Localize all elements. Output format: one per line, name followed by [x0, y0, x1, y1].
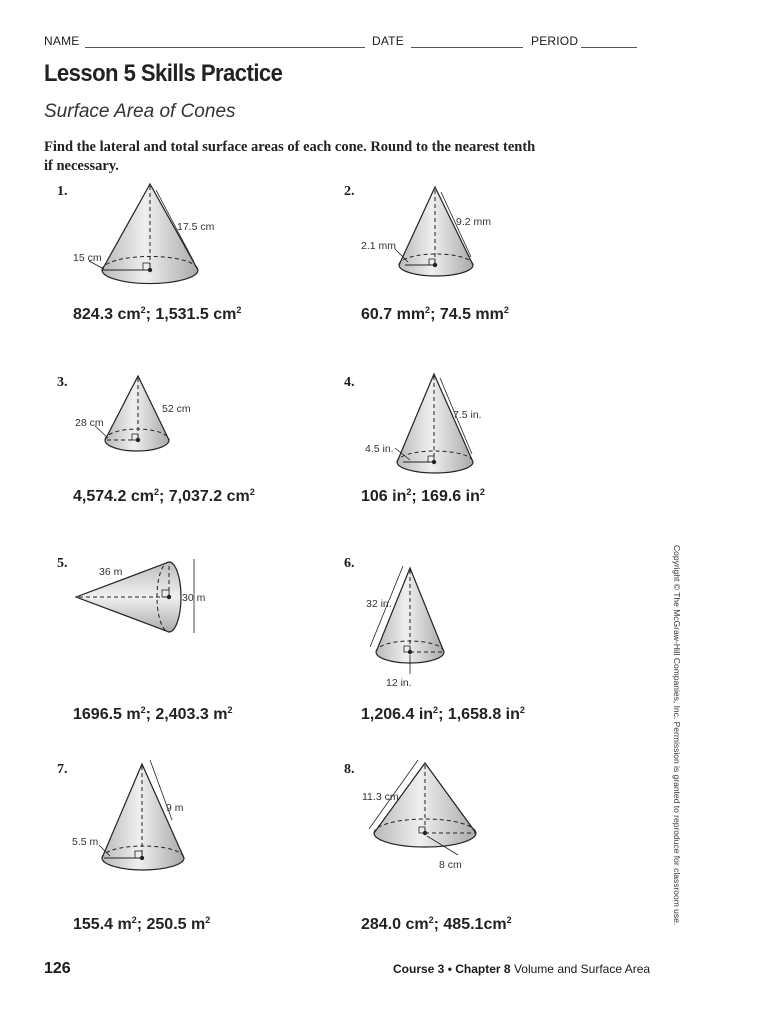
radius-label: 28 cm — [75, 417, 104, 429]
answer-6: 1,206.4 $in^2$; 1,658.8 $in^2$ — [361, 705, 525, 723]
answer-8: 284.0 $cm^2$; $485.1cm^2$ — [361, 915, 512, 933]
answer-7: 155.4 $m^2$; 250.5 $m^2$ — [73, 915, 211, 933]
slant-label: 32 in. — [366, 598, 392, 610]
problem-number: 8. — [344, 762, 355, 777]
radius-label: 5.5 m — [72, 836, 99, 848]
radius-label: 8 cm — [439, 859, 462, 871]
radius-label: 4.5 in. — [365, 443, 394, 455]
problem-number: 3. — [57, 375, 68, 390]
page-title: Lesson 5 Skills Practice — [44, 60, 283, 87]
page-number: 126 — [44, 960, 71, 977]
name-label: NAME — [44, 34, 80, 48]
problem-number: 1. — [57, 184, 68, 199]
answer-5: 1696.5 $m^2$; 2,403.3 $m^2$ — [73, 705, 233, 723]
date-label: DATE — [372, 34, 404, 48]
topic-label: Volume and Surface Area — [513, 962, 651, 976]
chapter-label: Chapter 8 — [455, 962, 511, 976]
answer-4: 106 $in^2$; 169.6 $in^2$ — [361, 487, 485, 505]
slant-label: 36 m — [99, 566, 123, 578]
problem-number: 2. — [344, 184, 355, 199]
slant-label: 9 m — [166, 802, 184, 814]
course-label: Course 3 — [393, 962, 445, 976]
slant-label: 52 cm — [162, 403, 191, 415]
instructions: Find the lateral and total surface areas of each cone. Round to the nearest tenth if necessary. — [44, 139, 536, 174]
problem-number: 6. — [344, 556, 355, 571]
page-subtitle: Surface Area of Cones — [44, 101, 236, 122]
footer-course — [393, 962, 650, 976]
answer-2: 60.7 $mm^2$; 74.5 $mm^2$ — [361, 305, 509, 323]
radius-label: 2.1 mm — [361, 240, 397, 252]
slant-label: 17.5 cm — [177, 221, 215, 233]
radius-label: 12 in. — [386, 677, 412, 689]
period-label: PERIOD — [531, 34, 579, 48]
slant-label: 9.2 mm — [456, 216, 492, 228]
answer-1: 824.3 $cm^2$; 1,531.5 $cm^2$ — [73, 305, 242, 323]
slant-label: 11.3 cm — [362, 791, 399, 803]
answer-3: 4,574.2 $cm^2$; 7,037.2 $cm^2$ — [73, 487, 255, 505]
footer-bullet: • — [447, 962, 452, 976]
slant-label: 7.5 in. — [453, 409, 482, 421]
problem-number: 5. — [57, 556, 68, 571]
problem-number: 7. — [57, 762, 68, 777]
copyright-notice: Copyright © The McGraw-Hill Companies, Inc. Permission is granted to reproduce for classroom use. — [672, 545, 682, 926]
radius-label: 30 m — [182, 592, 206, 604]
radius-label: 15 cm — [73, 252, 102, 264]
problem-number: 4. — [344, 375, 355, 390]
